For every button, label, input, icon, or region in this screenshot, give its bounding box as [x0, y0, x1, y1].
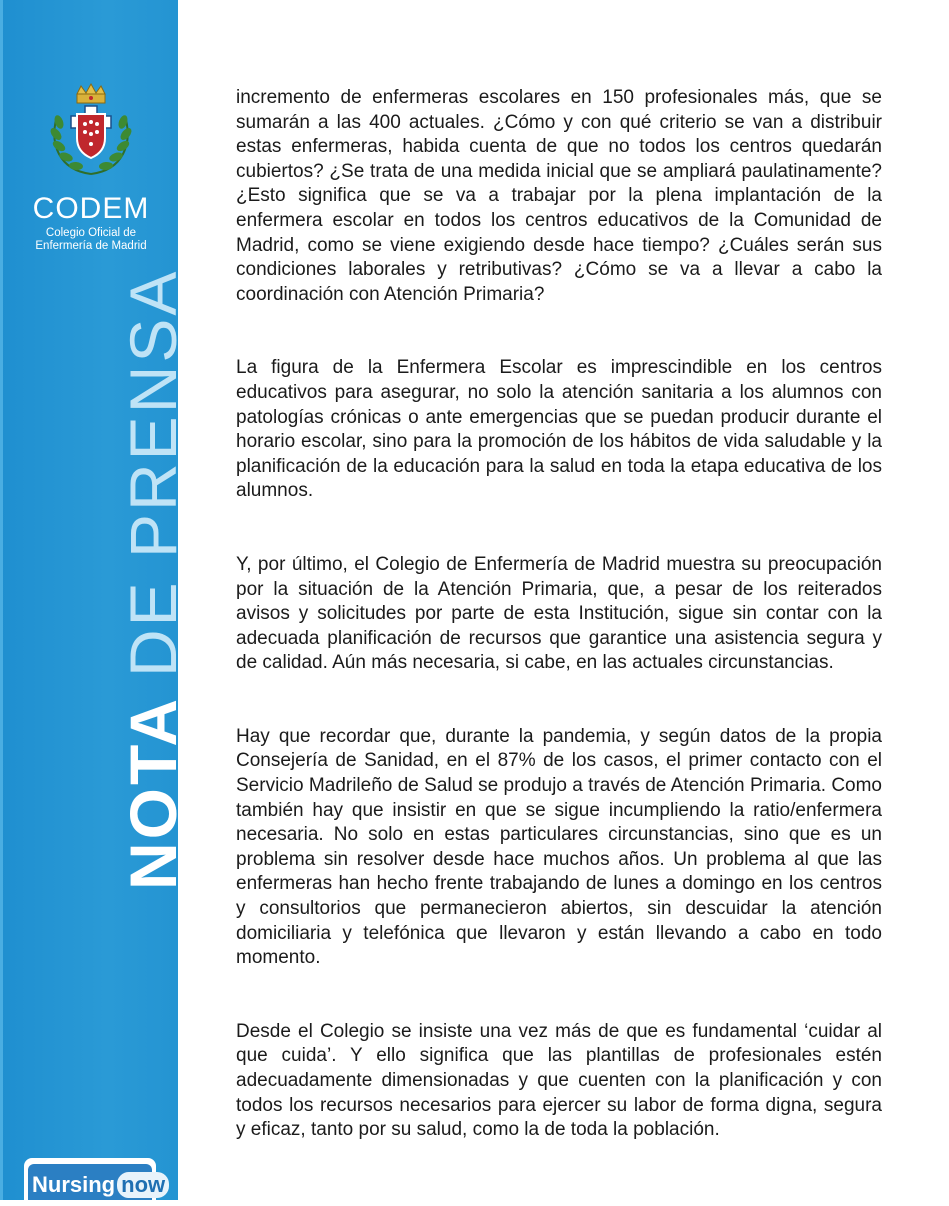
paragraph-atencion-primaria: Y, por último, el Colegio de Enfermería de Madrid muestra su preocupación por la situación de la Atención Primaria, que, a pesar de los reiterados avisos y solicitudes por parte de esta Institución, sigue sin contar con la adecuada planificación de recursos que garantice una asistencia segura y de calidad. Aún más necesaria, si cabe, en las actuales circunstancias.: [236, 553, 882, 674]
paragraph-figura-enfermera-escolar: La figura de la Enfermera Escolar es imprescindible en los centros educativos para asegurar, no solo la atención sanitaria a los alumnos con patologías crónicas o ante emergencias que se puedan producir durante el horario escolar, sino para la promoción de los hábitos de vida saludable y la planificación de la educación para la salud en toda la etapa educativa de los alumnos.: [236, 357, 882, 502]
brand-subtitle-line-1: Colegio Oficial de: [45, 227, 137, 239]
now-word: now: [117, 1172, 169, 1198]
codem-emblem-icon: [41, 82, 141, 182]
paragraph-cuidar-al-que-cuida: Desde el Colegio se insiste una vez más de que es fundamental ‘cuidar al que cuida’. Y ello significa que las plantillas de profesionales estén adecuadamente dimensionadas y que cuenten con la planificación y con todos los recursos necesarios para ejercer su labor de forma digna, segura y eficaz, tanto por su salud, como la de toda la población.: [236, 1020, 882, 1141]
title-part-nota: NOTA: [116, 677, 190, 890]
nursing-now-logo: [24, 1158, 166, 1200]
title-part-de-prensa: DE PRENSA: [116, 268, 190, 678]
nursing-word: Nursing: [32, 1172, 116, 1197]
sidebar: [0, 0, 190, 1200]
press-release-body: [236, 86, 882, 1143]
brand-name: CODEM: [32, 192, 150, 225]
paragraph-enfermeras-escolares-preguntas: incremento de enfermeras escolares en 150 profesionales más, que se sumarán a las 400 actuales. ¿Cómo y con qué criterio se van a distribuir estas enfermeras, habida cuenta de que no todos los centros quedarán cubiertos? ¿Se trata de una medida inicial que se ampliará paulatinamente? ¿Esto significa que se va a trabajar por la plena implantación de la enfermera escolar en todos los centros educativos de la Comunidad de Madrid, como se viene exigiendo desde hace tiempo? ¿Cuáles serán sus condiciones laborales y retributivas? ¿Cómo se va a llevar a cabo la coordinación con Atención Primaria?: [236, 87, 882, 305]
brand-subtitle-line-2: Enfermería de Madrid: [35, 240, 147, 252]
codem-logo: [26, 82, 156, 253]
nursing-now-inner: [28, 1164, 166, 1200]
nota-de-prensa-title: [116, 268, 190, 890]
brand-subtitle: [26, 227, 156, 253]
paragraph-pandemia: Hay que recordar que, durante la pandemia, y según datos de la propia Consejería de Sanidad, en el 87% de los casos, el primer contacto con el Servicio Madrileño de Salud se produjo a través de Atención Primaria. Como también hay que insistir en que se sigue incumpliendo la ratio/enfermera necesaria. No solo en estas particulares circunstancias, sino que es un problema sin resolver desde hace muchos años. Un problema al que las enfermeras han hecho frente trabajando de lunes a domingo en los centros y consultorios que permanecieron abiertos, sin descuidar la atención domiciliaria y telefónica que llevaron y están llevando a cabo en todo momento.: [236, 725, 882, 969]
sidebar-edge-stripe: [0, 0, 3, 1200]
